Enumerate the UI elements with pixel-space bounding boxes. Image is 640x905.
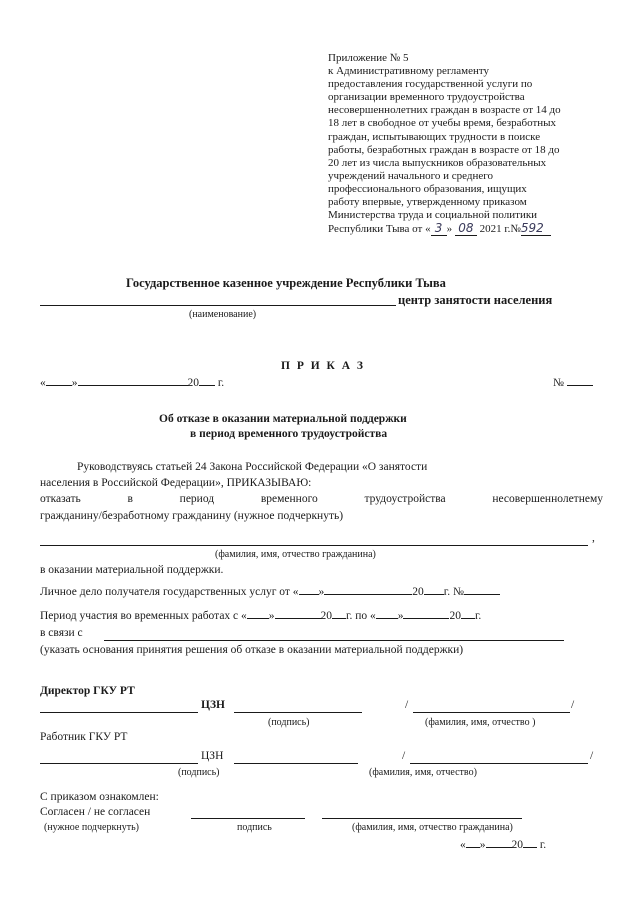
order-heading: П Р И К А З bbox=[281, 360, 366, 372]
appendix-line: профессионального образования, ищущих bbox=[328, 182, 527, 195]
order-year: 20 bbox=[187, 377, 199, 389]
ack-year-suffix: г. bbox=[539, 839, 547, 851]
personal-file-year: 20 bbox=[412, 586, 424, 598]
body-para-line-2: населения в Российской Федерации», ПРИКАЗЫВАЮ: bbox=[40, 477, 312, 489]
appendix-year: 2021 г.№ bbox=[479, 223, 521, 236]
refuse-word: в bbox=[127, 493, 133, 505]
period-close-1: » bbox=[268, 610, 275, 622]
period-g: г. bbox=[474, 610, 482, 622]
reason-line bbox=[104, 640, 564, 641]
director-line-1 bbox=[40, 712, 198, 713]
order-date-close: » bbox=[71, 377, 78, 389]
refuse-word: период bbox=[179, 493, 215, 505]
order-number bbox=[553, 377, 593, 389]
appendix-date-line bbox=[328, 222, 618, 236]
subject-line-1: Об отказе в оказании материальной поддержки bbox=[159, 413, 407, 425]
worker-sign-line bbox=[234, 763, 358, 764]
reason-caption: (указать основания принятия решения об отказе в оказании материальной поддержки) bbox=[40, 644, 464, 656]
appendix-line: предоставления государственной услуги по bbox=[328, 78, 533, 91]
appendix-line: граждан, испытывающих трудности в поиске bbox=[328, 130, 541, 143]
director-slash-2: / bbox=[571, 699, 575, 711]
period-label: Период участия во временных работах с « bbox=[40, 610, 247, 622]
support-line: в оказании материальной поддержки. bbox=[40, 564, 224, 576]
body-refuse-line-2: гражданину/безработному гражданину (нужное подчеркнуть) bbox=[40, 510, 344, 522]
ack-title: С приказом ознакомлен: bbox=[40, 791, 159, 803]
period-year-2: 20 bbox=[449, 610, 461, 622]
worker-slash-1: / bbox=[402, 750, 406, 762]
worker-title: Работник ГКУ РТ bbox=[40, 731, 128, 743]
ack-date bbox=[460, 839, 546, 851]
body-para-line-1: Руководствуясь статьей 24 Закона Российской Федерации «О занятости bbox=[77, 461, 428, 473]
order-date bbox=[40, 377, 224, 389]
appendix-line: работу впервые, утвержденному приказом bbox=[328, 196, 527, 209]
appendix-line: 18 лет в свободное от учебы время, безработных bbox=[328, 117, 557, 130]
worker-czn: ЦЗН bbox=[201, 750, 224, 762]
appendix-line: 20 лет из числа выпускников образовательных bbox=[328, 156, 547, 169]
appendix-day: 3 bbox=[431, 222, 447, 236]
refuse-word: временного bbox=[260, 493, 318, 505]
appendix-line: организации временного трудоустройства bbox=[328, 91, 525, 104]
period-year-1: 20 bbox=[320, 610, 333, 622]
institution-suffix: центр занятости населения bbox=[398, 293, 553, 307]
period-by: г. по « bbox=[346, 610, 376, 622]
appendix-line: Приложение № 5 bbox=[328, 52, 409, 64]
period-close-2: » bbox=[397, 610, 404, 622]
reason-label: в связи с bbox=[40, 627, 83, 639]
ack-name-line bbox=[322, 818, 522, 819]
director-sign-caption: (подпись) bbox=[268, 717, 310, 728]
appendix-line: несовершеннолетних граждан в возрасте от 14 до bbox=[328, 104, 561, 117]
worker-sign-caption: (подпись) bbox=[178, 767, 220, 778]
worker-name-line bbox=[410, 763, 588, 764]
period-line bbox=[40, 610, 481, 622]
refuse-word: несовершеннолетнему bbox=[492, 493, 603, 505]
director-name-caption: (фамилия, имя, отчество ) bbox=[425, 717, 536, 728]
ack-underline-caption: (нужное подчеркнуть) bbox=[44, 822, 139, 833]
ack-sign-caption: подпись bbox=[237, 822, 272, 833]
body-refuse-line bbox=[40, 493, 603, 505]
ack-sign-line bbox=[191, 818, 305, 819]
appendix-month: 08 bbox=[455, 222, 477, 236]
order-number-label: № bbox=[553, 377, 564, 389]
personal-file-line bbox=[40, 586, 500, 598]
appendix-date-sep: » bbox=[446, 223, 453, 236]
director-title: Директор ГКУ РТ bbox=[40, 685, 135, 697]
refuse-word: отказать bbox=[40, 493, 81, 505]
order-year-suffix: г. bbox=[217, 377, 225, 389]
appendix-line: работы, безработных граждан в возрасте от 18 до bbox=[328, 143, 560, 156]
subject-line-2: в период временного трудоустройства bbox=[190, 428, 388, 440]
ack-year: 20 bbox=[511, 839, 523, 851]
ack-name-caption: (фамилия, имя, отчество гражданина) bbox=[352, 822, 513, 833]
appendix-number: 592 bbox=[521, 222, 551, 236]
worker-line-1 bbox=[40, 763, 198, 764]
personal-file-label: Личное дело получателя государственных услуг от « bbox=[40, 586, 299, 598]
director-sign-line bbox=[234, 712, 362, 713]
institution-caption: (наименование) bbox=[189, 309, 257, 320]
order-date-open: « bbox=[40, 377, 46, 389]
worker-name-caption: (фамилия, имя, отчество) bbox=[369, 767, 477, 778]
fio-line bbox=[40, 545, 588, 546]
fio-caption: (фамилия, имя, отчество гражданина) bbox=[215, 549, 376, 560]
personal-file-g: г. № bbox=[443, 586, 464, 598]
director-czn: ЦЗН bbox=[201, 699, 225, 711]
appendix-line: учреждений начального и среднего bbox=[328, 169, 493, 182]
ack-agree: Согласен / не согласен bbox=[40, 806, 151, 818]
ack-date-close: » bbox=[479, 839, 486, 851]
institution-title: Государственное казенное учреждение Республики Тыва bbox=[126, 276, 446, 290]
ack-date-open: « bbox=[460, 839, 466, 851]
appendix-line: Министерства труда и социальной политики bbox=[328, 209, 538, 222]
fio-comma: , bbox=[592, 532, 595, 544]
institution-name-line bbox=[40, 305, 396, 306]
appendix-date-prefix: Республики Тыва от « bbox=[328, 223, 431, 236]
appendix-line: к Административному регламенту bbox=[328, 65, 490, 78]
appendix-block bbox=[328, 52, 618, 236]
director-slash-1: / bbox=[405, 699, 409, 711]
worker-slash-2: / bbox=[590, 750, 594, 762]
refuse-word: трудоустройства bbox=[364, 493, 446, 505]
director-name-line bbox=[413, 712, 570, 713]
personal-file-close: » bbox=[318, 586, 325, 598]
